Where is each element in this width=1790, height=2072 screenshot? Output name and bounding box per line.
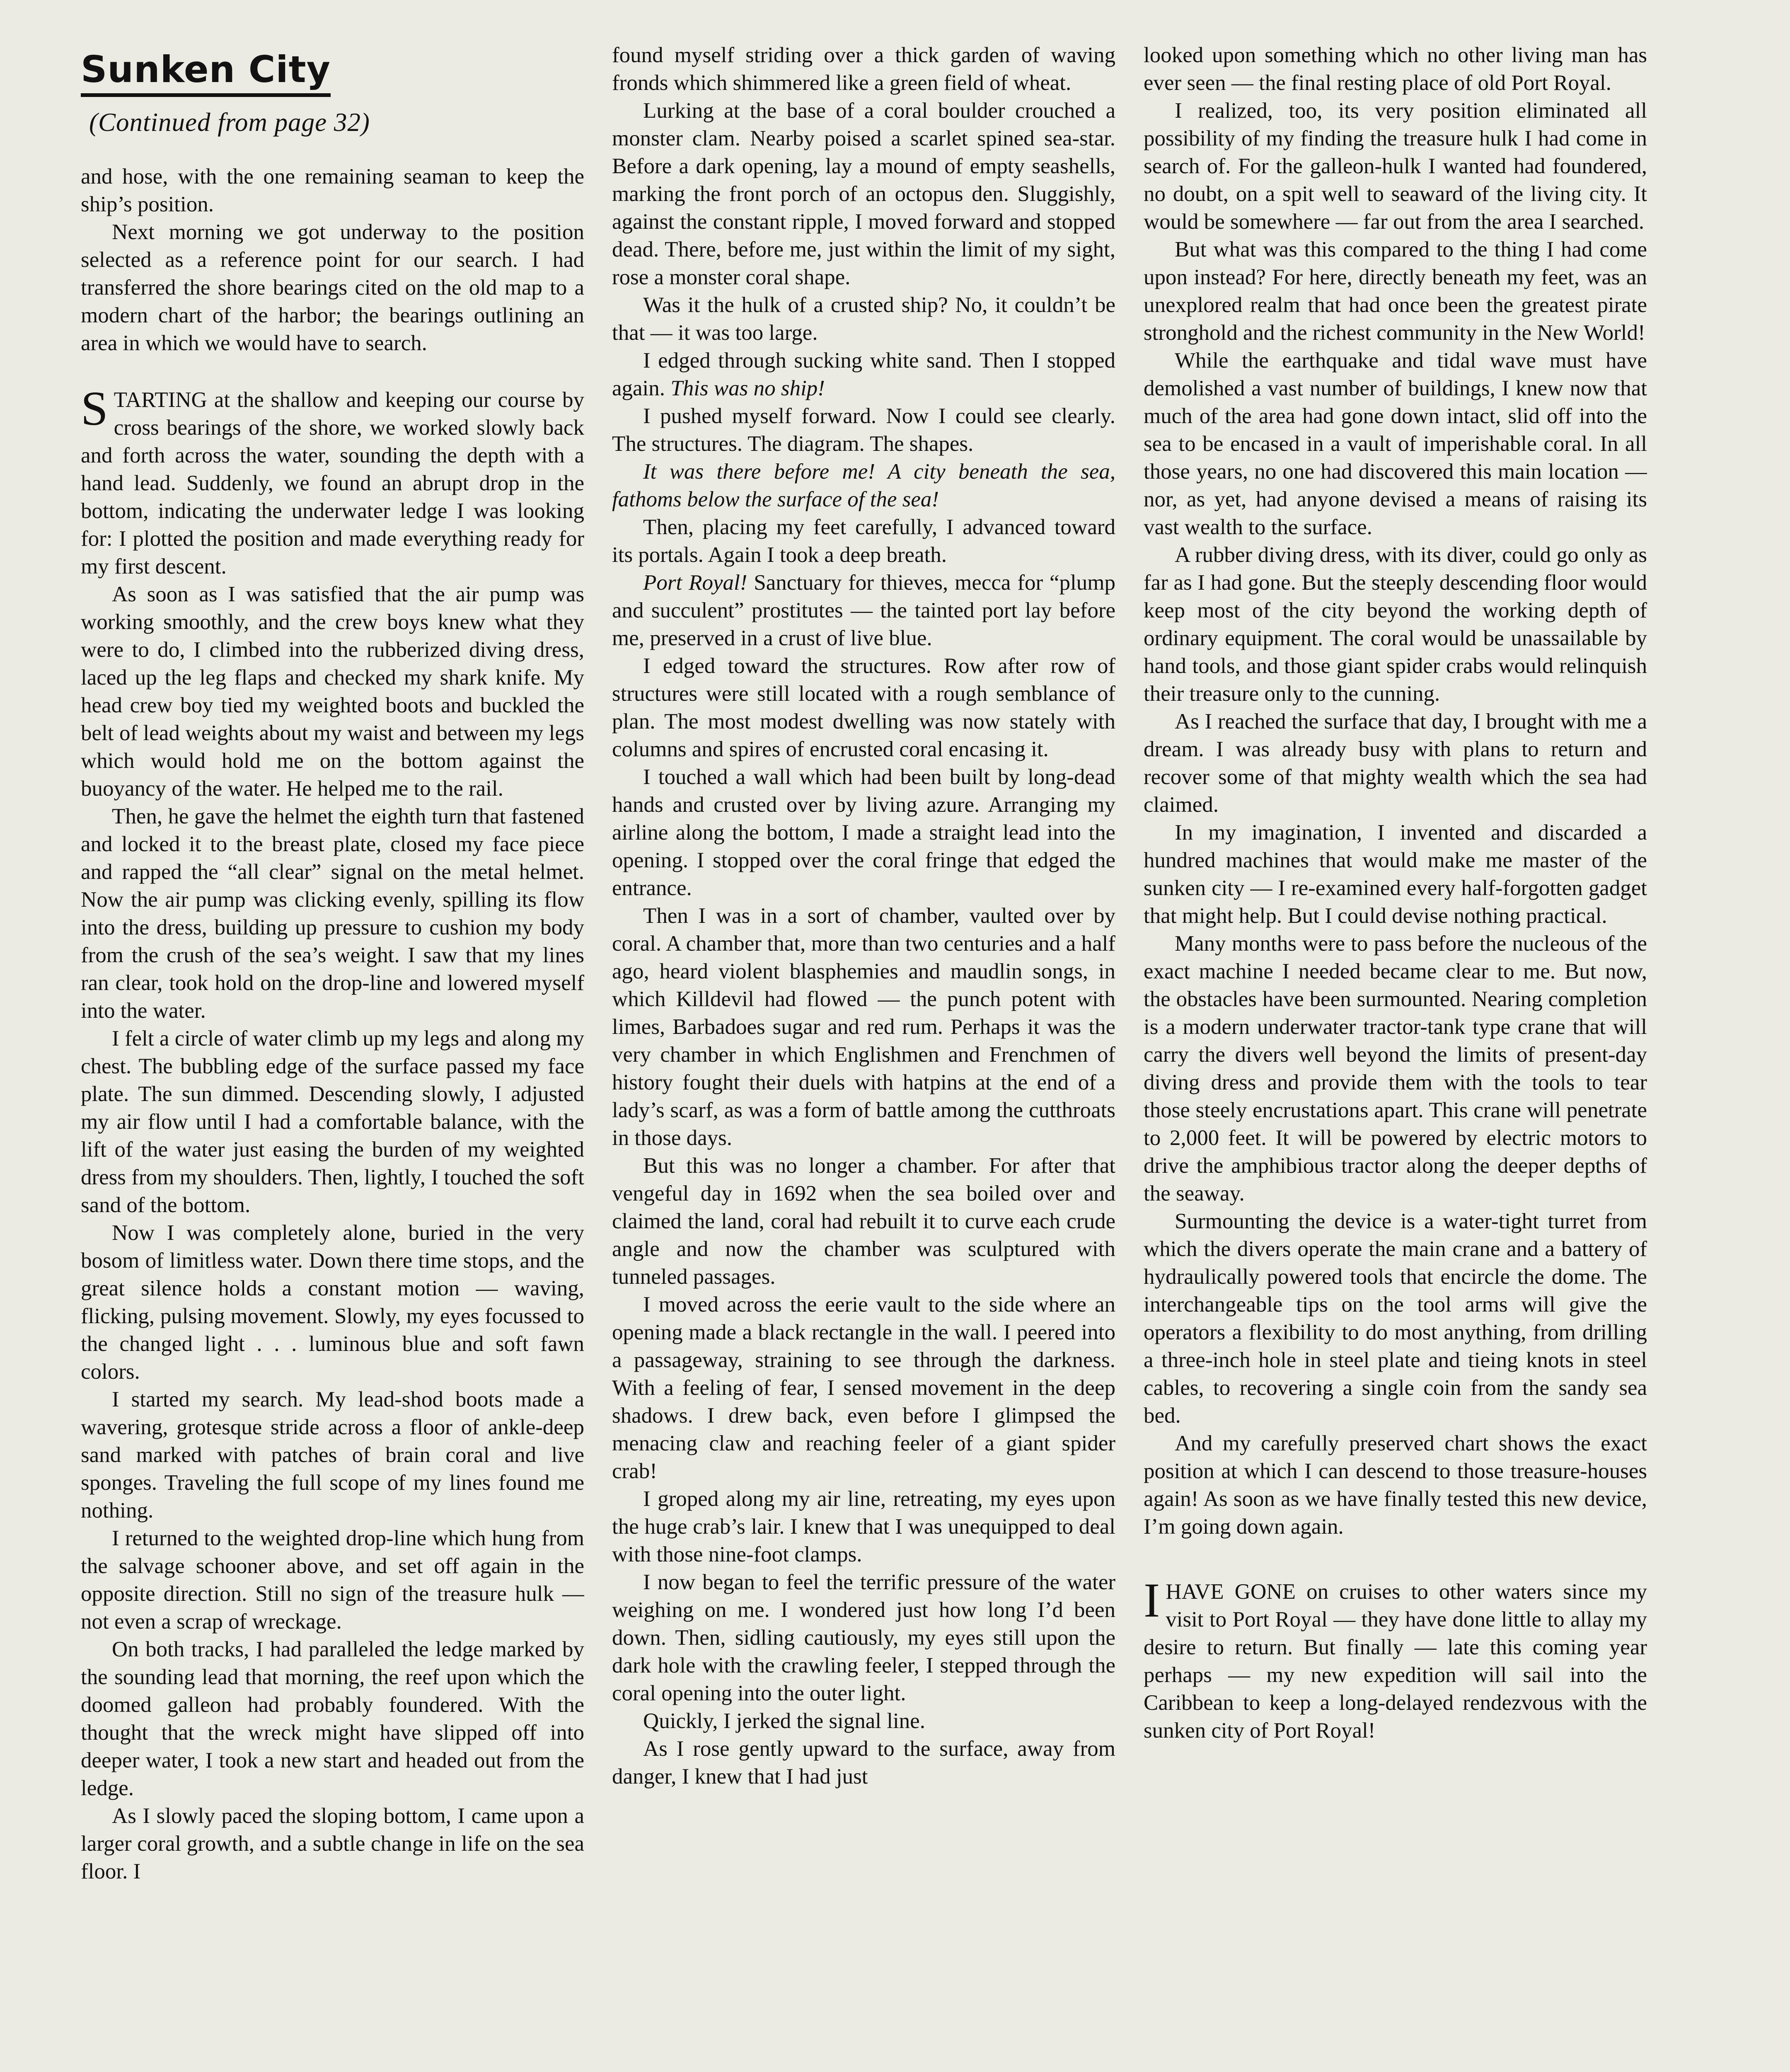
paragraph: Lurking at the base of a coral boulder crouched a monster clam. Nearby poised a scarlet spined sea-star. Before a dark opening, lay a mound of empty seashells, marking the front porch of an octopus den. Sluggishly, against the constant ripple, I moved forward and stopped dead. There, before me, just within the limit of my sight, rose a monster coral shape. (612, 99, 1115, 289)
paragraph: I edged toward the structures. Row after row of structures were still located with a rough semblance of plan. The most modest dwelling was now stately with columns and spires of encrusted coral encasing it. (612, 654, 1115, 761)
paragraph: I realized, too, its very position eliminated all possibility of my finding the treasure hulk I had come in search of. For the galleon-hulk I wanted had foundered, no doubt, on a spit well to seaward of the living city. It would be somewhere — far out from the area I searched. (1144, 99, 1647, 234)
emphasis-text: This was no ship! (670, 376, 825, 400)
paragraph: But what was this compared to the thing I had come upon instead? For here, directly beneath my feet, was an unexplored realm that had once been the greatest pirate stronghold and the richest community in the New World! (1144, 237, 1647, 345)
paragraph: And my carefully preserved chart shows the exact position at which I can descend to those treasure-houses again! As soon as we have finally tested this new device, I’m going down again. (1144, 1431, 1647, 1539)
paragraph: As I slowly paced the sloping bottom, I came upon a larger coral growth, and a subtle change in life on the sea floor. I (81, 1804, 584, 1884)
paragraph: Was it the hulk of a crusted ship? No, it couldn’t be that — it was too large. (612, 293, 1115, 345)
column-1 (81, 41, 584, 2072)
column-3 (1144, 41, 1647, 2072)
paragraph: But this was no longer a chamber. For after that vengeful day in 1692 when the sea boiled over and claimed the land, coral had rebuilt it to curve each crude angle and now the chamber was sculptured with tunneled passages. (612, 1154, 1115, 1289)
paragraph: As soon as I was satisfied that the air pump was working smoothly, and the crew boys knew what they were to do, I climbed into the rubberized diving dress, laced up the leg flaps and checked my shark knife. My head crew boy tied my weighted boots and buckled the belt of lead weights about my waist and between my legs which would hold me on the bottom against the buoyancy of the water. He helped me to the rail. (81, 582, 584, 801)
paragraph-text: TARTING at the shallow and keeping our course by cross bearings of the shore, we worked slowly back and forth across the water, sounding the depth with a hand lead. Suddenly, we found an abrupt drop in the bottom, indicating the underwater ledge I was looking for: I plotted the position and made everything ready for my first descent. (81, 388, 584, 579)
paragraph: On both tracks, I had paralleled the ledge marked by the sounding lead that morning, the reef upon which the doomed galleon had probably foundered. With the thought that the wreck might have slipped off into deeper water, I took a new start and headed out from the ledge. (81, 1637, 584, 1801)
paragraph: Quickly, I jerked the signal line. (643, 1709, 925, 1733)
paragraph: looked upon something which no other living man has ever seen — the final resting place of old Port Royal. (1144, 43, 1647, 95)
paragraph (612, 569, 1115, 652)
paragraph: Now I was completely alone, buried in the very bosom of limitless water. Down there time stops, and the great silence holds a constant motion — waving, flicking, pulsing movement. Slowly, my eyes focussed to the changed light . . . luminous blue and soft fawn colors. (81, 1221, 584, 1384)
paragraph: I moved across the eerie vault to the side where an opening made a black rectangle in the wall. I peered into a passageway, straining to see through the darkness. With a feeling of fear, I sensed movement in the deep shadows. I drew back, even before I glimpsed the menacing claw and reaching feeler of a giant spider crab! (612, 1293, 1115, 1483)
paragraph: As I rose gently upward to the surface, away from danger, I knew that I had just (612, 1737, 1115, 1789)
paragraph: I pushed myself forward. Now I could see clearly. The structures. The diagram. The shapes. (612, 404, 1115, 456)
paragraph-text: I edged through sucking white sand. Then I stopped again. (612, 349, 1115, 400)
drop-cap: S (81, 381, 108, 436)
paragraph: In my imagination, I invented and discarded a hundred machines that would make me master of the sunken city — I re-examined every half-forgotten gadget that might help. But I could devise nothing practical. (1144, 821, 1647, 928)
paragraph: and hose, with the one remaining seaman to keep the ship’s position. (81, 165, 584, 217)
paragraph: found myself striding over a thick garden of waving fronds which shimmered like a green field of wheat. (612, 43, 1115, 95)
paragraph (612, 458, 1115, 513)
continued-note: (Continued from page 32) (89, 107, 370, 137)
article-title: Sunken City (81, 50, 331, 97)
paragraph: I groped along my air line, retreating, my eyes upon the huge crab’s lair. I knew that I was unequipped to deal with those nine-foot clamps. (612, 1487, 1115, 1566)
paragraph: Then I was in a sort of chamber, vaulted over by coral. A chamber that, more than two centuries and a half ago, heard violent blasphemies and maudlin songs, in which Killdevil had flowed — the punch potent with limes, Barbadoes sugar and red rum. Perhaps it was the very chamber in which Englishmen and Frenchmen of history fought their duels with hatpins at the end of a lady’s scarf, as was a form of battle among the cutthroats in those days. (612, 904, 1115, 1150)
paragraph: A rubber diving dress, with its diver, could go only as far as I had gone. But the steeply descending floor would keep most of the city beyond the working depth of ordinary equipment. The coral would be unassailable by hand tools, and those giant spider crabs would relinquish their treasure only to the cunning. (1144, 543, 1647, 706)
paragraph: As I reached the surface that day, I brought with me a dream. I was already busy with plans to return and recover some of that mighty wealth which the sea had claimed. (1144, 709, 1647, 817)
paragraph (612, 347, 1115, 402)
paragraph-text: HAVE GONE on cruises to other waters since my visit to Port Royal — they have done little to allay my desire to return. But finally — late this coming year perhaps — my new expedition will sail into the Caribbean to keep a long-delayed rendezvous with the sunken city of Port Royal! (1144, 1580, 1647, 1743)
section-paragraph (81, 381, 584, 581)
column-2 (612, 41, 1115, 2072)
emphasis-text: Port Royal! (643, 571, 747, 595)
paragraph: I touched a wall which had been built by long-dead hands and crusted over by living azure. Arranging my airline along the bottom, I made a straight lead into the opening. I stopped over the coral fringe that edged the entrance. (612, 765, 1115, 900)
paragraph-text: Sanctuary for thieves, mecca for “plump and succulent” prostitutes — the tainted port lay before me, preserved in a crust of live blue. (612, 571, 1115, 650)
section-paragraph (1144, 1573, 1647, 1745)
paragraph: Then, he gave the helmet the eighth turn that fastened and locked it to the breast plate, closed my face piece and rapped the “all clear” signal on the metal helmet. Now the air pump was clicking evenly, spilling its flow into the dress, building up pressure to cushion my body from the crush of the sea’s weight. I saw that my lines ran clear, took hold on the drop-line and lowered myself into the water. (81, 804, 584, 1023)
paragraph: Next morning we got underway to the position selected as a reference point for our search. I had transferred the shore bearings cited on the old map to a modern chart of the harbor; the bearings outlining an area in which we would have to search. (81, 220, 584, 356)
paragraph: While the earthquake and tidal wave must have demolished a vast number of buildings, I knew now that much of the area had gone down intact, slid off into the sea to be encased in a vault of imperishable coral. In all those years, no one had discovered this main location — nor, as yet, had anyone devised a means of raising its vast wealth to the surface. (1144, 349, 1647, 539)
drop-cap: I (1144, 1573, 1160, 1627)
paragraph: I started my search. My lead-shod boots made a wavering, grotesque stride across a floor of ankle-deep sand marked with patches of brain coral and live sponges. Traveling the full scope of my lines found me nothing. (81, 1387, 584, 1523)
paragraph: I returned to the weighted drop-line which hung from the salvage schooner above, and set off again in the opposite direction. Still no sign of the treasure hulk — not even a scrap of wreckage. (81, 1526, 584, 1634)
paragraph: Surmounting the device is a water-tight turret from which the divers operate the main crane and a battery of hydraulically powered tools that encircle the dome. The interchangeable tips on the tool arms will give the operators a flexibility to do most anything, from drilling a three-inch hole in steel plate and tieing knots in steel cables, to recovering a single coin from the sandy sea bed. (1144, 1209, 1647, 1428)
paragraph: Then, placing my feet carefully, I advanced toward its portals. Again I took a deep breath. (612, 515, 1115, 567)
paragraph: Many months were to pass before the nucleous of the exact machine I needed became clear to me. But now, the obstacles have been surmounted. Nearing completion is a modern underwater tractor-tank type crane that will carry the divers well beyond the limits of present-day diving dress and provide them with the tools to tear those steely encrustations apart. This crane will penetrate to 2,000 feet. It will be powered by electric motors to drive the amphibious tractor along the deeper depths of the seaway. (1144, 932, 1647, 1205)
emphasis-text: It was there before me! A city beneath the sea, fathoms below the surface of the sea! (612, 460, 1115, 511)
paragraph: I felt a circle of water climb up my legs and along my chest. The bubbling edge of the surface passed my face plate. The sun dimmed. Descending slowly, I adjusted my air flow until I had a comfortable balance, with the lift of the water just easing the burden of my weighted dress from my shoulders. Then, lightly, I touched the soft sand of the bottom. (81, 1026, 584, 1218)
paragraph: I now began to feel the terrific pressure of the water weighing on me. I wondered just how long I’d been down. Then, sidling cautiously, my eyes still upon the dark hole with the crawling feeler, I stepped through the coral opening into the outer light. (612, 1570, 1115, 1705)
